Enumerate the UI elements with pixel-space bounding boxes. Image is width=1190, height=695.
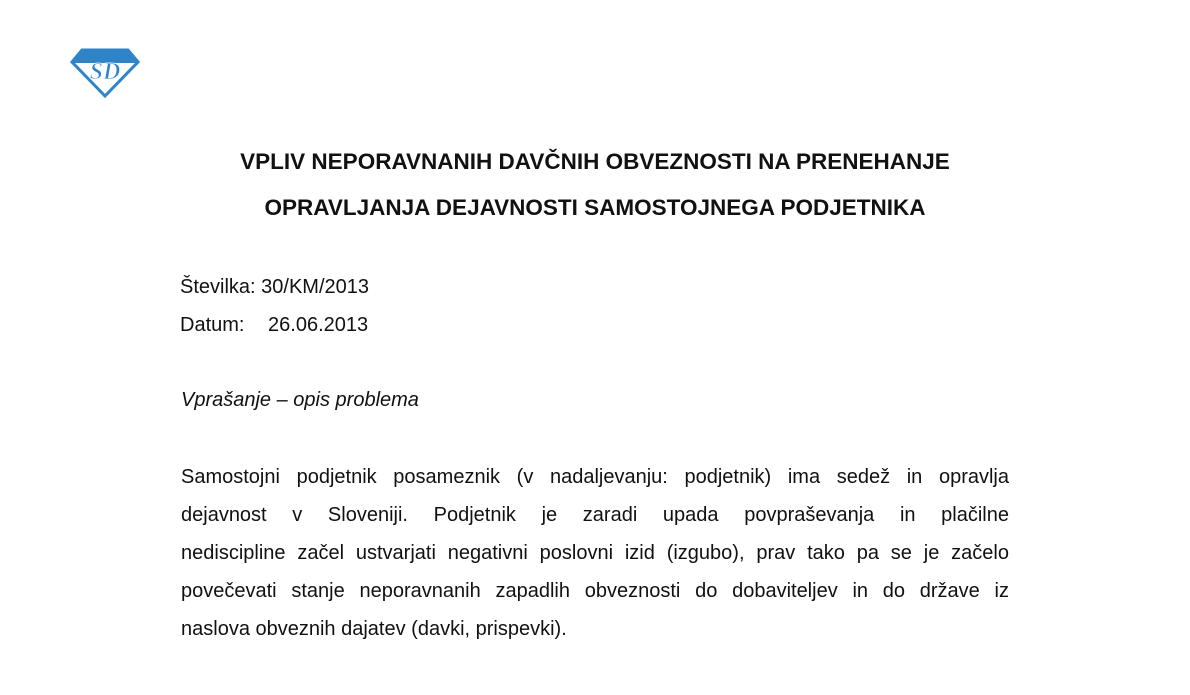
document-number-label: Številka:: [180, 276, 256, 298]
document-date-label: Datum:: [180, 314, 245, 336]
document-title-line-1: VPLIV NEPORAVNANIH DAVČNIH OBVEZNOSTI NA PRENEHANJE: [240, 149, 950, 174]
problem-description-paragraph: [181, 458, 1009, 648]
question-heading: Vprašanje – opis problema: [181, 389, 419, 411]
document-number-value: 30/KM/2013: [261, 276, 370, 298]
paragraph-line: povečevati stanje neporavnanih zapadlih obveznosti do dobaviteljev in do države iz: [181, 580, 1009, 602]
paragraph-line: nediscipline začel ustvarjati negativni poslovni izid (izgubo), prav tako pa se je začelo: [181, 542, 1009, 564]
document-date: [180, 314, 368, 337]
logo-letters: SD: [89, 59, 121, 85]
document-number: [180, 276, 369, 299]
paragraph-line: dejavnost v Sloveniji. Podjetnik je zaradi upada povpraševanja in plačilne: [181, 504, 1009, 526]
paragraph-line: Samostojni podjetnik posameznik (v nadaljevanju: podjetnik) ima sedež in opravlja: [181, 466, 1009, 488]
document-title-line-2: OPRAVLJANJA DEJAVNOSTI SAMOSTOJNEGA PODJETNIKA: [264, 195, 926, 220]
sd-shield-logo-icon: [70, 46, 140, 98]
paragraph-line: naslova obveznih dajatev (davki, prispevki).: [181, 618, 567, 640]
document-date-value: 26.06.2013: [268, 314, 369, 336]
